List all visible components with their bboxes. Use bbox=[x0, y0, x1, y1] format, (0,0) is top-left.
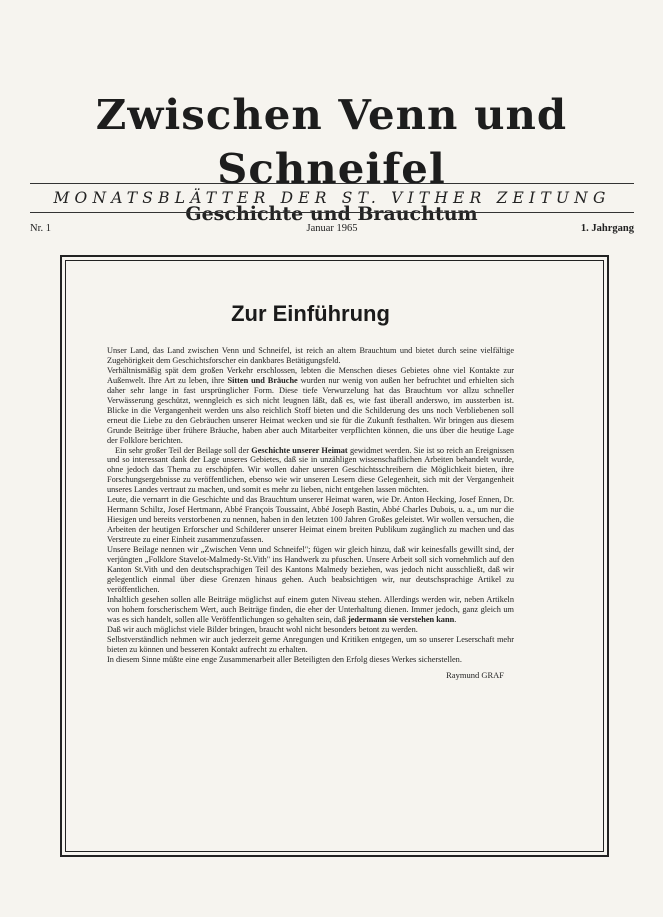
article-paragraph: Ein sehr großer Teil der Beilage soll der Geschichte unserer Heimat gewidmet werden. Sie ist so reich an Ereignissen und so interessant dank der Lage unseres Gebietes, daß sie in unzähligen wissenschaftlichen Arbeiten behandelt wurde, ohne jedoch das Thema zu erschöpfen. Wir wollen daher unseren Geschichtsschreibern die Möglichkeit bieten, ihre Forschungsergebnisse zu veröffentlichen, ebenso wie wir unseren Lesern diese Gelegenheit, sich mit der Vergangenheit unseres Landes vertraut zu machen, und somit es mehr zu lieben, nicht entgehen lassen möchten. bbox=[107, 445, 514, 495]
article-paragraph: Daß wir auch möglichst viele Bilder bringen, braucht wohl nicht besonders betont zu werden. bbox=[107, 624, 418, 634]
article-paragraph: Selbstverständlich nehmen wir auch jederzeit gerne Anregungen und Kritiken entgegen, um so unserer Leserschaft mehr bieten zu können und besseren Kontakt aufrecht zu erhalten. bbox=[107, 634, 514, 654]
article-title: Zur Einführung bbox=[231, 301, 390, 326]
issue-info bbox=[30, 223, 634, 239]
banner-text: MONATSBLÄTTER DER ST. VITHER ZEITUNG bbox=[53, 189, 611, 207]
article bbox=[107, 300, 514, 680]
emphasis: jedermann sie verstehen kann bbox=[347, 614, 455, 624]
article-paragraph: In diesem Sinne müßte eine enge Zusammenarbeit aller Beteiligten den Erfolg dieses Werkes sicherstellen. bbox=[107, 654, 462, 664]
masthead-title: Zwischen Venn und Schneifel bbox=[95, 91, 568, 193]
article-paragraph: Inhaltlich gesehen sollen alle Beiträge möglichst auf einem guten Niveau stehen. Allerdings werden wir, neben Artikeln von hohem forscherischem Wert, auch Beiträge finden, die eher der Unterhaltung dienen. Immer jedoch, ganz gleich um was es sich handelt, sollen alle Veröffentlichungen so gehalten sein, daß jedermann sie verstehen kann. bbox=[107, 594, 514, 624]
article-paragraph: Unsere Beilage nennen wir „Zwischen Venn und Schneifel"; fügen wir gleich hinzu, daß wir keinesfalls gewillt sind, der verjüngten „Folklore Stavelot-Malmedy-St.Vith" ins Handwerk zu pfuschen. Unsere Arbeit soll sich vornehmlich auf den Kanton St.Vith und den deutschsprachigen Teil des Kantons Malmedy beziehen, was jedoch nicht ausschließt, daß wir gelegentlich einmal über diese Grenzen hinaus gehen. Auch beabsichtigen wir, nur deutschsprachige Artikel zu veröffentlichen. bbox=[107, 545, 514, 594]
article-paragraph: Leute, die vernarrt in die Geschichte und das Brauchtum unserer Heimat waren, wie Dr. Anton Hecking, Josef Ennen, Dr. Hermann Schiltz, Josef Hertmann, Abbé François Toussaint, Abbé Joseph Bastin, Abbé Charles Dubois, u. a., um nur die Hiesigen und bereits verstorbenen zu nennen, haben in den letzten 100 Jahren Großes geleistet. Wir wollen versuchen, die Arbeiten der heutigen Erforscher und Schilderer unserer Heimat einem breiten Publikum zugänglich zu machen und das Verstreute zu einer Einheit zusammenzufassen. bbox=[107, 495, 514, 545]
issue-volume: 1. Jahrgang bbox=[580, 223, 634, 234]
issue-number: Nr. 1 bbox=[30, 223, 51, 234]
emphasis: Geschichte unserer Heimat bbox=[251, 445, 348, 455]
emphasis: Sitten und Bräuche bbox=[227, 375, 298, 385]
masthead-banner bbox=[30, 183, 634, 213]
masthead-subtitle: Geschichte und Brauchtum bbox=[185, 203, 478, 225]
article-paragraph: Unser Land, das Land zwischen Venn und Schneifel, ist reich an altem Brauchtum und bietet durch seine vielfältige Zugehörigkeit dem Geschichtsforscher ein dankbares Betätigungsfeld. bbox=[107, 346, 514, 365]
article-paragraph: Verhältnismäßig spät dem großen Verkehr erschlossen, lebten die Menschen dieses Gebietes ohne viel Kontakte zur Außenwelt. Ihre Art zu leben, ihre Sitten und Bräuche wurden nur wenig von außen her befruchtet und erhielten sich daher sehr lange in fast ursprünglicher Form. Diese tiefe Verwurzelung hat das Brauchtum vor allzu schneller Verwässerung geschützt, wenngleich es sich nicht leugnen läßt, daß es, wie fast überall anderswo, im aussterben ist. Blicke in die Vergangenheit werden uns also reichlich Stoff bieten und die Schilderung des uns noch Verbliebenen soll erneut die Liebe zu den Gebräuchen unserer Heimat wecken und sie für die Zukunft festhalten. Wir bringen aus diesem Grunde Beiträge über frühere Bräuche, haben aber auch Mitarbeiter verpflichten können, die uns über die heutige Lage der Folklore berichten. bbox=[107, 365, 515, 445]
issue-date: Januar 1965 bbox=[306, 223, 358, 234]
article-signature: Raymund GRAF bbox=[446, 669, 504, 680]
